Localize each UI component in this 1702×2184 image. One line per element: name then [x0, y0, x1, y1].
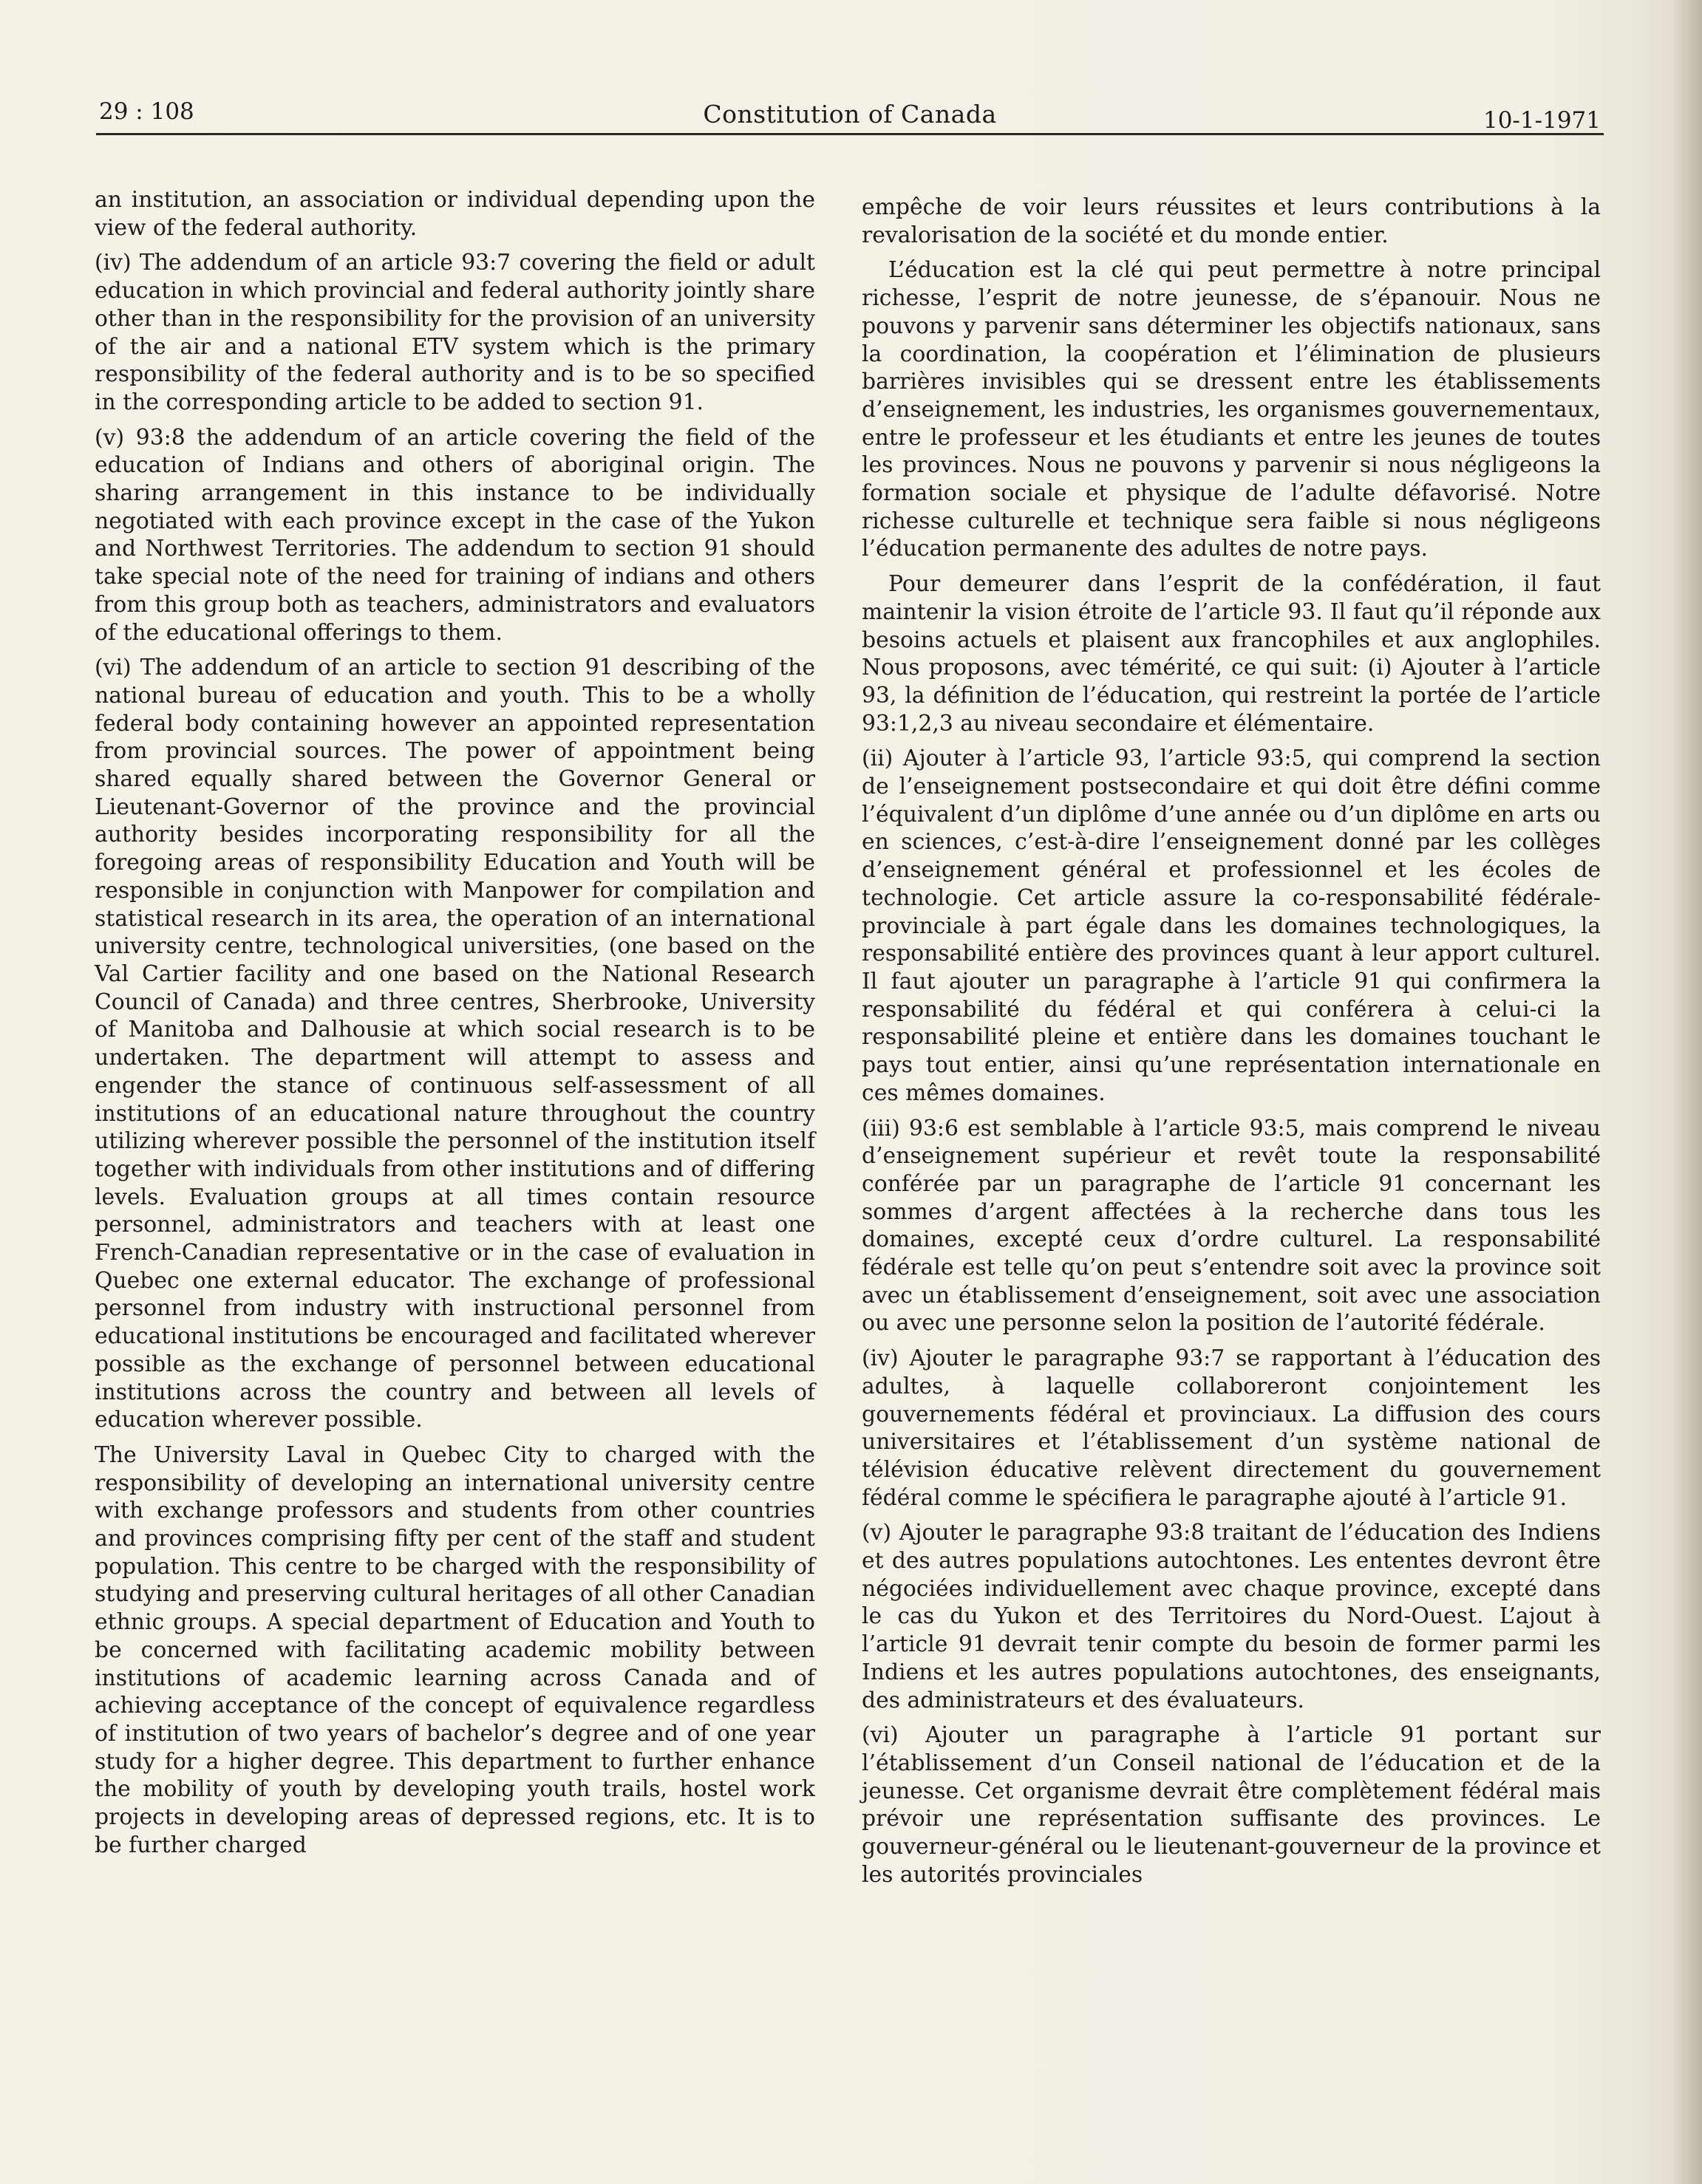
right-paragraph: L’éducation est la clé qui peut permettre à notre principal richesse, l’esprit de notre jeunesse, de s’épanouir. Nous ne pouvons y parvenir sans déterminer les objectifs nationaux, sans la coordination, la coopération et l’élimination de plusieurs barrières invisibles qui se dressent entre les établissements d’enseignement, les industries, les organismes gouvernementaux, entre le professeur et les étudiants et entre les jeunes de toutes les provinces. Nous ne pouvons y parvenir si nous négligeons la formation sociale et physique de l’adulte défavorisé. Notre richesse culturelle et technique sera faible si nous négligeons l’éducation permanente des adultes de notre pays. [862, 257, 1601, 562]
left-paragraph: (vi) The addendum of an article to section 91 describing of the national bureau of education and youth. This to be a wholly federal body containing however an appointed representation from provincial sources. The power of appointment being shared equally shared between the Governor General or Lieutenant-Governor of the province and the provincial authority besides incorporating responsibility for all the foregoing areas of responsibility Education and Youth will be responsible in conjunction with Manpower for compilation and statistical research in its area, the operation of an international university centre, technological universities, (one based on the Val Cartier facility and one based on the National Research Council of Canada) and three centres, Sherbrooke, University of Manitoba and Dalhousie at which social research is to be undertaken. The department will attempt to assess and engender the stance of continuous self-assessment of all institutions of an educational nature throughout the country utilizing wherever possible the personnel of the institution itself together with individuals from other institutions and of differing levels. Evaluation groups at all times contain resource personnel, administrators and teachers with at least one French-Canadian representative or in the case of evaluation in Quebec one external educator. The exchange of professional personnel from industry with instructional personnel from educational institutions be encouraged and facilitated wherever possible as the exchange of personnel between educational institutions across the country and between all levels of education wherever possible. [95, 655, 815, 1433]
right-paragraph: (vi) Ajouter un paragraphe à l’article 91 portant sur l’établissement d’un Conseil national de l’éducation et de la jeunesse. Cet organisme devrait être complètement fédéral mais prévoir une représentation suffisante des provinces. Le gouverneur-général ou le lieutenant-gouverneur de la province et les autorités provinciales [862, 1722, 1601, 1888]
right-column [862, 194, 1601, 1896]
right-paragraph: (v) Ajouter le paragraphe 93:8 traitant de l’éducation des Indiens et des autres populations autochtones. Les ententes devront être négociées individuellement avec chaque province, excepté dans le cas du Yukon et des Territoires du Nord-Ouest. L’ajout à l’article 91 devrait tenir compte du besoin de former parmi les Indiens et les autres populations autochtones, des enseignants, des administrateurs et des évaluateurs. [862, 1520, 1601, 1713]
left-paragraph: (v) 93:8 the addendum of an article covering the field of the education of Indians and others of aboriginal origin. The sharing arrangement in this instance to be individually negotiated with each province except in the case of the Yukon and Northwest Territories. The addendum to section 91 should take special note of the need for training of indians and others from this group both as teachers, administrators and evaluators of the educational offerings to them. [95, 424, 815, 646]
left-paragraph: (iv) The addendum of an article 93:7 covering the field or adult education in which provincial and federal authority jointly share other than in the responsibility for the provision of an university of the air and a national ETV system which is the primary responsibility of the federal authority and is to be so specified in the corresponding article to be added to section 91. [95, 250, 815, 415]
running-title: Constitution of Canada [703, 100, 997, 129]
page-number: 29 : 108 [99, 98, 194, 125]
right-paragraph: Pour demeurer dans l’esprit de la confédération, il faut maintenir la vision étroite de l’article 93. Il faut qu’il réponde aux besoins actuels et plaisent aux francophiles et aux anglophiles. Nous proposons, avec témérité, ce qui suit: (i) Ajouter à l’article 93, la définition de l’éducation, qui restreint la portée de l’article 93:1,2,3 au niveau secondaire et élémentaire. [862, 571, 1601, 737]
page-header [96, 87, 1604, 135]
right-paragraph: (iii) 93:6 est semblable à l’article 93:5, mais comprend le niveau d’enseignement supérieur et revêt toute la responsabilité conférée par un paragraphe de l’article 91 concernant les sommes d’argent affectées à la recherche dans tous les domaines, excepté ceux d’ordre culturel. La responsabilité fédérale est telle qu’on peut s’entendre soit avec la province soit avec un établissement d’enseignement, soit avec une association ou avec une personne selon la position de l’autorité fédérale. [862, 1115, 1601, 1337]
left-paragraph: an institution, an association or individual depending upon the view of the federal authority. [95, 187, 815, 241]
right-paragraph: empêche de voir leurs réussites et leurs contributions à la revalorisation de la société et du monde entier. [862, 194, 1601, 248]
header-date: 10-1-1971 [1483, 107, 1601, 134]
left-paragraph: The University Laval in Quebec City to charged with the responsibility of developing an international university centre with exchange professors and students from other countries and provinces comprising fifty per cent of the staff and student population. This centre to be charged with the responsibility of studying and preserving cultural heritages of all other Canadian ethnic groups. A special department of Education and Youth to be concerned with facilitating academic mobility between institutions of academic learning across Canada and of achieving acceptance of the concept of equivalence regardless of institution of two years of bachelor’s degree and of one year study for a higher degree. This department to further enhance the mobility of youth by developing youth trails, hostel work projects in developing areas of depressed regions, etc. It is to be further charged [95, 1441, 816, 1858]
left-column [95, 186, 815, 1866]
right-paragraph: (iv) Ajouter le paragraphe 93:7 se rapportant à l’éducation des adultes, à laquelle collaboreront conjointement les gouvernements fédéral et provinciaux. La diffusion des cours universitaires et l’établissement d’un système national de télévision éducative relèvent directement du gouvernement fédéral comme le spécifiera le paragraphe ajouté à l’article 91. [862, 1345, 1601, 1511]
right-paragraph: (ii) Ajouter à l’article 93, l’article 93:5, qui comprend la section de l’enseignement postsecondaire et qui doit être défini comme l’équivalent d’un diplôme d’une année ou d’un diplôme en arts ou en sciences, c’est-à-dire l’enseignement donné par les collèges d’enseignement général et professionnel et les écoles de technologie. Cet article assure la co-responsabilité fédérale-provinciale à part égale dans les domaines technologiques, la responsabilité entière des provinces quant à leur apport culturel. Il faut ajouter un paragraphe à l’article 91 qui confirmera la responsabilité du fédéral et qui conférera à celui-ci la responsabilité pleine et entière dans les domaines touchant le pays tout entier, ainsi qu’une représentation internationale en ces mêmes domaines. [862, 745, 1601, 1106]
page-edge-shadow [1672, 0, 1702, 2184]
